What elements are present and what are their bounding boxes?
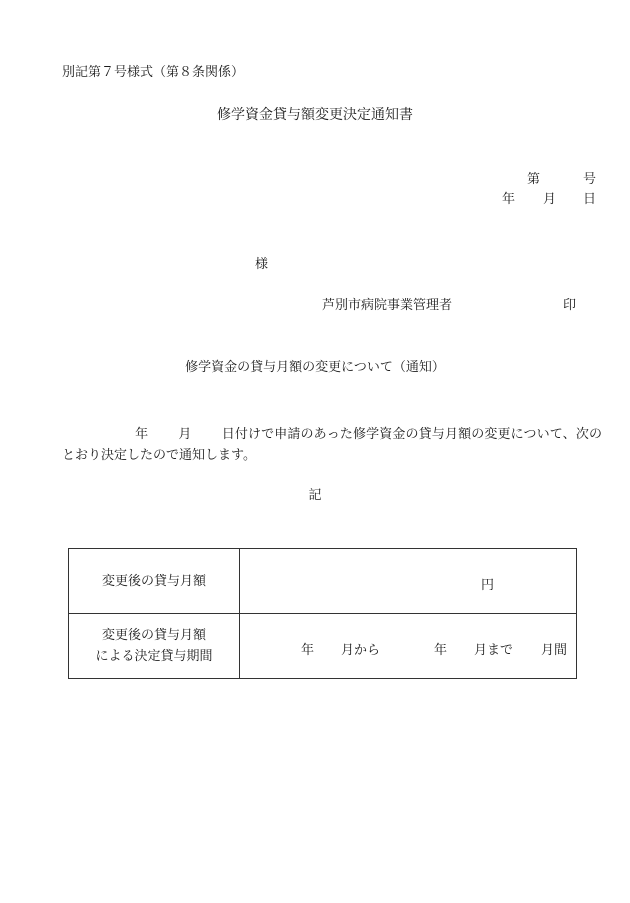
date-year-label: 年: [502, 192, 516, 207]
monthly-amount-label: 変更後の貸与月額: [69, 549, 240, 614]
document-title: 修学資金貸与額変更決定通知書: [217, 107, 413, 123]
period-label-line1: 変更後の貸与月額: [101, 628, 206, 643]
issuer-name: 芦別市病院事業管理者: [322, 298, 453, 313]
body-year-label: 年: [135, 427, 149, 442]
period-label-line2: による決定貸与期間: [95, 649, 213, 664]
seal-mark: 印: [563, 298, 577, 313]
table-row: [69, 549, 577, 614]
yen-unit: 円: [481, 578, 495, 593]
detail-table: [68, 548, 577, 679]
table-row: [69, 614, 577, 679]
body-month-label: 月: [178, 427, 192, 442]
body-text: 日付けで申請のあった修学資金の貸与月額の変更について、次のとおり決定したので通知します。: [62, 427, 602, 463]
monthly-amount-value: [240, 549, 577, 614]
document-number-suffix: 号: [583, 172, 597, 187]
from-month-label: 月から: [341, 643, 381, 658]
body-paragraph: [62, 424, 602, 466]
from-year-label: 年: [301, 643, 315, 658]
period-value: [240, 614, 577, 679]
subject-line: 修学資金の貸与月額の変更について（通知）: [185, 360, 445, 375]
ki-heading: 記: [308, 488, 322, 503]
form-number: 別記第７号様式（第８条関係）: [62, 65, 245, 80]
to-year-label: 年: [434, 643, 448, 658]
document-number-prefix: 第: [527, 172, 541, 187]
period-label: [69, 614, 240, 679]
months-label: 月間: [541, 643, 568, 658]
date-day-label: 日: [583, 192, 597, 207]
to-month-label: 月まで: [474, 643, 514, 658]
date-month-label: 月: [543, 192, 557, 207]
addressee-honorific: 様: [255, 257, 269, 272]
